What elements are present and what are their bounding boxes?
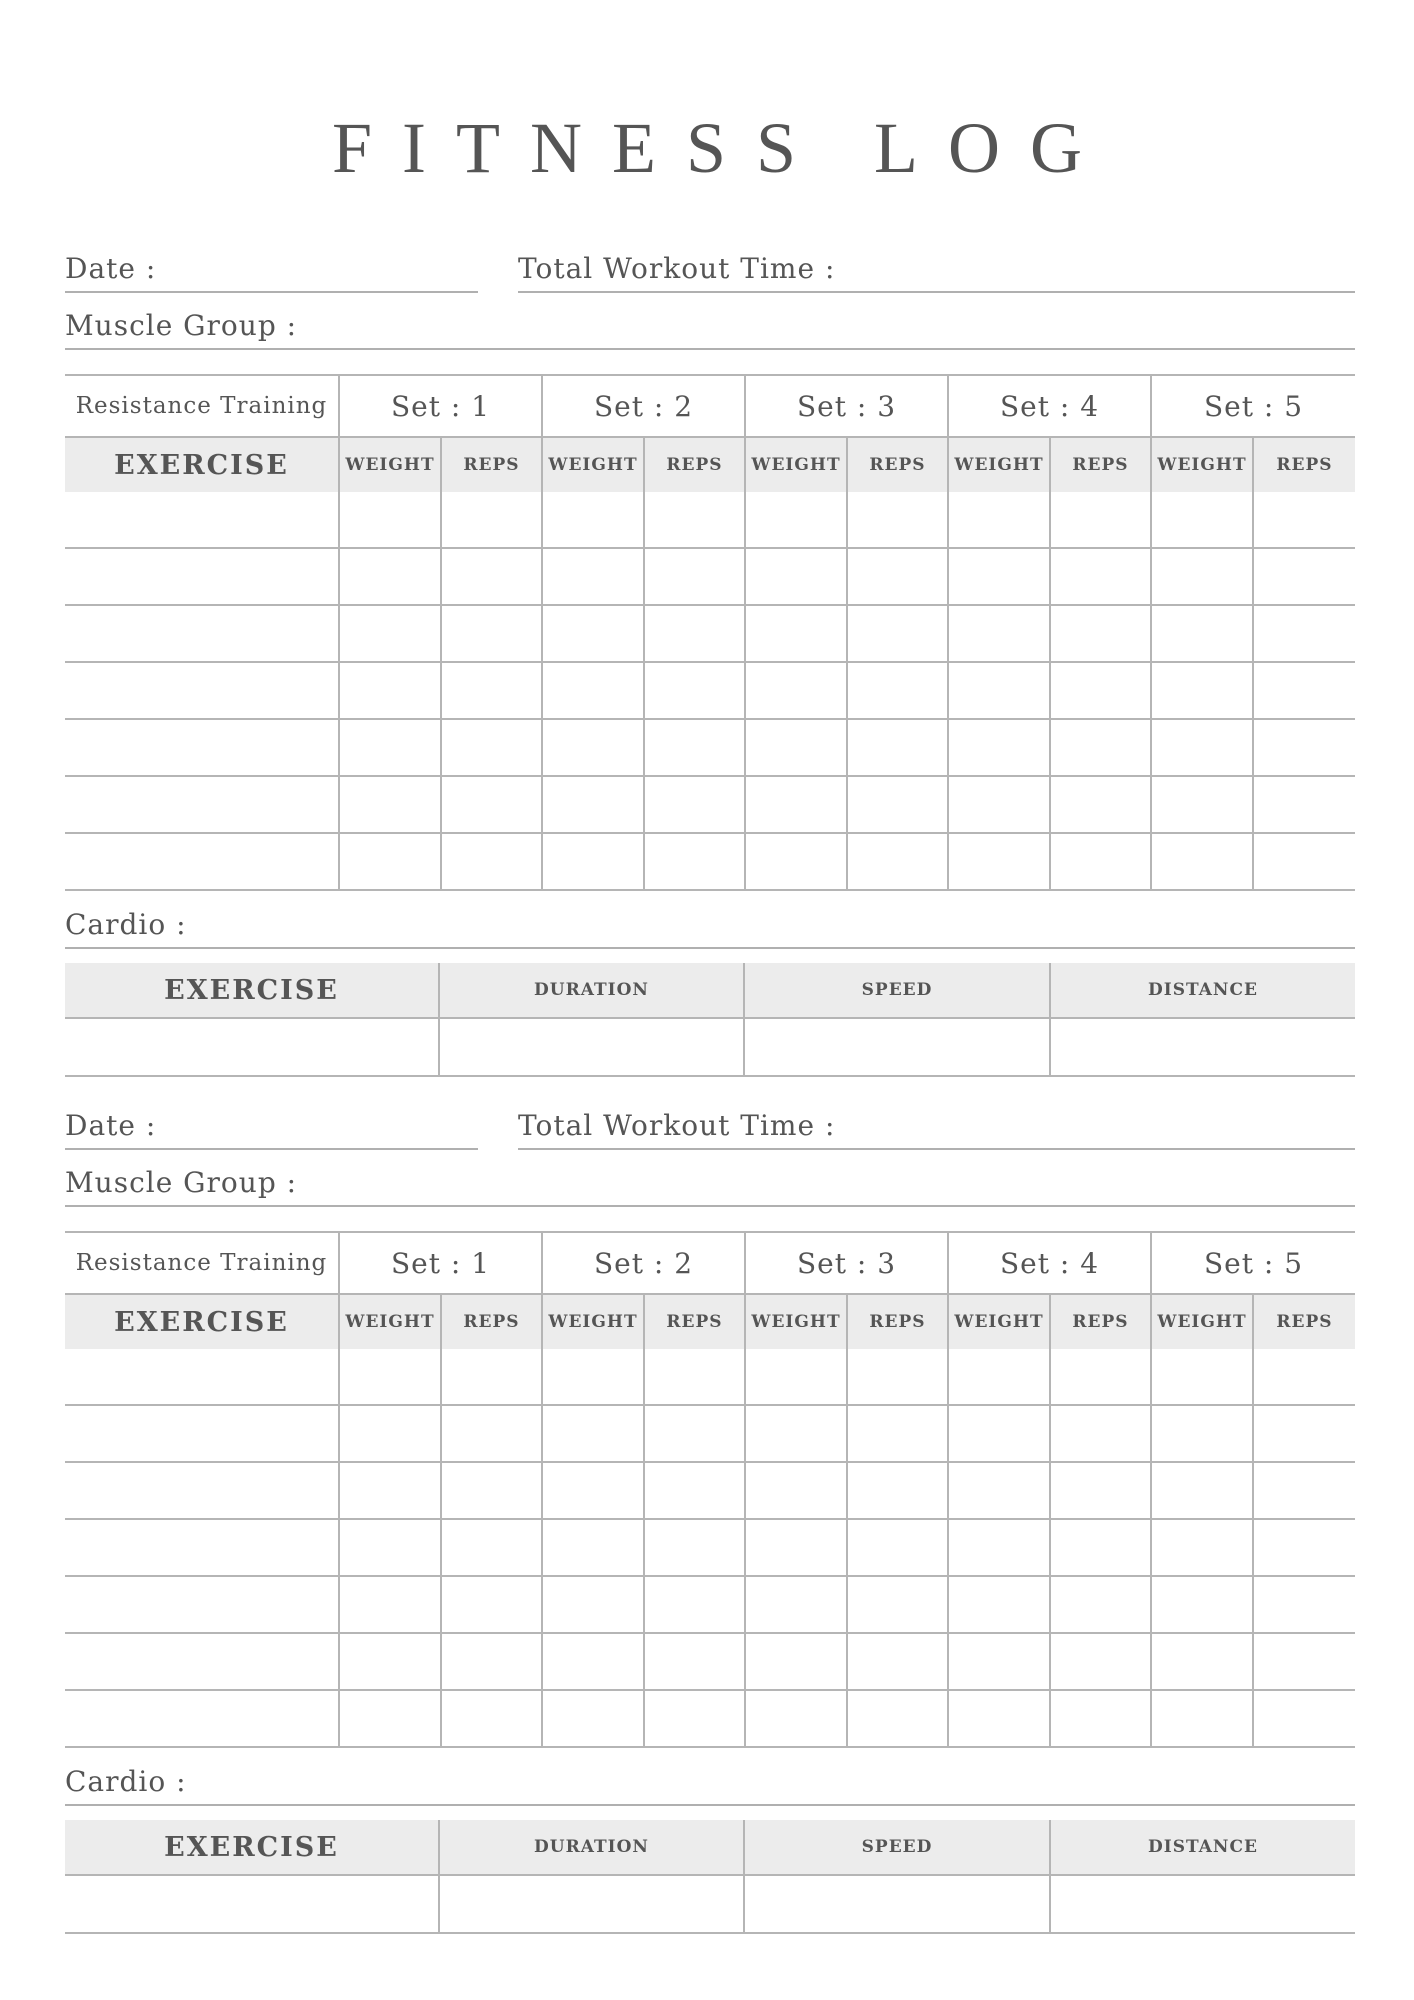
reps-cell[interactable] (441, 662, 542, 719)
reps-cell[interactable] (441, 1349, 542, 1405)
muscle-group-label: Muscle Group : (65, 309, 298, 342)
cardio-field[interactable] (65, 1766, 1355, 1806)
weight-header: WEIGHT (1151, 1294, 1253, 1349)
reps-cell[interactable] (1050, 719, 1151, 776)
weight-header: WEIGHT (948, 437, 1050, 492)
weight-cell[interactable] (339, 1405, 441, 1462)
reps-cell[interactable] (847, 1576, 948, 1633)
reps-cell[interactable] (644, 1633, 745, 1690)
exercise-cell[interactable] (65, 833, 339, 890)
distance-cell[interactable] (1050, 1018, 1355, 1076)
weight-cell[interactable] (948, 1349, 1050, 1405)
exercise-entry-row (65, 1576, 1355, 1633)
speed-header: SPEED (744, 1820, 1050, 1875)
reps-cell[interactable] (441, 1633, 542, 1690)
reps-cell[interactable] (1253, 492, 1355, 548)
weight-header: WEIGHT (1151, 437, 1253, 492)
cardio-field[interactable] (65, 909, 1355, 949)
reps-cell[interactable] (1253, 1462, 1355, 1519)
set-1-header: Set : 1 (339, 1232, 542, 1294)
reps-cell[interactable] (644, 1462, 745, 1519)
reps-cell[interactable] (847, 605, 948, 662)
weight-cell[interactable] (1151, 548, 1253, 605)
reps-cell[interactable] (441, 492, 542, 548)
resistance-training-label: Resistance Training (65, 375, 339, 437)
exercise-entry-row (65, 1519, 1355, 1576)
cardio-header-row (65, 1820, 1355, 1875)
reps-cell[interactable] (1253, 1576, 1355, 1633)
cardio-line (65, 1804, 1355, 1806)
weight-cell[interactable] (1151, 1519, 1253, 1576)
exercise-entry-row (65, 605, 1355, 662)
cardio-exercise-header: EXERCISE (65, 963, 439, 1018)
muscle-group-line (65, 1205, 1355, 1207)
reps-cell[interactable] (847, 1349, 948, 1405)
reps-cell[interactable] (1253, 833, 1355, 890)
reps-cell[interactable] (441, 833, 542, 890)
reps-cell[interactable] (644, 1349, 745, 1405)
exercise-header: EXERCISE (65, 1294, 339, 1349)
weight-cell[interactable] (745, 548, 847, 605)
duration-header: DURATION (439, 963, 744, 1018)
cardio-exercise-cell[interactable] (65, 1018, 439, 1076)
exercise-entry-row (65, 492, 1355, 548)
weight-cell[interactable] (745, 833, 847, 890)
reps-cell[interactable] (1253, 1633, 1355, 1690)
reps-cell[interactable] (847, 776, 948, 833)
date-field[interactable] (65, 1110, 478, 1150)
weight-cell[interactable] (745, 1405, 847, 1462)
weight-cell[interactable] (542, 605, 644, 662)
reps-cell[interactable] (644, 1519, 745, 1576)
weight-cell[interactable] (745, 1462, 847, 1519)
weight-cell[interactable] (542, 548, 644, 605)
reps-cell[interactable] (441, 776, 542, 833)
exercise-entry-row (65, 776, 1355, 833)
date-line (65, 1148, 478, 1150)
reps-cell[interactable] (1253, 1519, 1355, 1576)
weight-cell[interactable] (1151, 776, 1253, 833)
reps-cell[interactable] (1050, 1349, 1151, 1405)
exercise-cell[interactable] (65, 492, 339, 548)
weight-cell[interactable] (339, 719, 441, 776)
weight-cell[interactable] (745, 776, 847, 833)
reps-cell[interactable] (644, 833, 745, 890)
reps-cell[interactable] (1253, 1349, 1355, 1405)
weight-cell[interactable] (1151, 492, 1253, 548)
reps-cell[interactable] (441, 1576, 542, 1633)
reps-cell[interactable] (644, 548, 745, 605)
resistance-training-label: Resistance Training (65, 1232, 339, 1294)
reps-header: REPS (644, 1294, 745, 1349)
weight-cell[interactable] (745, 1349, 847, 1405)
date-line (65, 291, 478, 293)
weight-cell[interactable] (745, 605, 847, 662)
reps-cell[interactable] (1253, 605, 1355, 662)
resistance-training-table (65, 1231, 1355, 1748)
reps-cell[interactable] (847, 1462, 948, 1519)
set-3-header: Set : 3 (745, 1232, 948, 1294)
weight-cell[interactable] (745, 662, 847, 719)
cardio-table (65, 1820, 1355, 1934)
date-label: Date : (65, 1109, 157, 1142)
reps-cell[interactable] (1050, 1690, 1151, 1747)
reps-header: REPS (441, 437, 542, 492)
weight-cell[interactable] (542, 1349, 644, 1405)
reps-cell[interactable] (847, 1633, 948, 1690)
set-header-row (65, 1232, 1355, 1294)
reps-cell[interactable] (644, 1405, 745, 1462)
weight-header: WEIGHT (339, 1294, 441, 1349)
exercise-cell[interactable] (65, 719, 339, 776)
weight-cell[interactable] (542, 1462, 644, 1519)
speed-cell[interactable] (744, 1875, 1050, 1933)
reps-cell[interactable] (644, 605, 745, 662)
weight-cell[interactable] (542, 833, 644, 890)
reps-cell[interactable] (644, 1690, 745, 1747)
reps-header: REPS (1253, 437, 1355, 492)
reps-cell[interactable] (1253, 548, 1355, 605)
reps-header: REPS (1253, 1294, 1355, 1349)
weight-cell[interactable] (948, 548, 1050, 605)
reps-cell[interactable] (847, 833, 948, 890)
exercise-cell[interactable] (65, 1633, 339, 1690)
total-workout-time-label: Total Workout Time : (518, 252, 836, 285)
reps-cell[interactable] (1050, 1519, 1151, 1576)
duration-cell[interactable] (439, 1875, 744, 1933)
column-header-row (65, 437, 1355, 492)
weight-cell[interactable] (948, 1519, 1050, 1576)
reps-cell[interactable] (1050, 1633, 1151, 1690)
cardio-label: Cardio : (65, 908, 187, 941)
weight-cell[interactable] (948, 1633, 1050, 1690)
weight-cell[interactable] (1151, 1462, 1253, 1519)
reps-cell[interactable] (847, 1690, 948, 1747)
weight-cell[interactable] (948, 719, 1050, 776)
weight-cell[interactable] (542, 719, 644, 776)
weight-cell[interactable] (948, 1405, 1050, 1462)
weight-cell[interactable] (948, 776, 1050, 833)
exercise-cell[interactable] (65, 1690, 339, 1747)
weight-cell[interactable] (542, 1633, 644, 1690)
weight-cell[interactable] (948, 662, 1050, 719)
weight-cell[interactable] (339, 1633, 441, 1690)
weight-cell[interactable] (745, 719, 847, 776)
exercise-cell[interactable] (65, 1462, 339, 1519)
reps-cell[interactable] (1253, 1405, 1355, 1462)
date-field[interactable] (65, 253, 478, 293)
reps-cell[interactable] (1050, 833, 1151, 890)
reps-cell[interactable] (1253, 1690, 1355, 1747)
cardio-entry-row (65, 1018, 1355, 1076)
weight-cell[interactable] (948, 1690, 1050, 1747)
reps-cell[interactable] (644, 662, 745, 719)
reps-cell[interactable] (847, 1519, 948, 1576)
weight-cell[interactable] (1151, 662, 1253, 719)
weight-cell[interactable] (542, 1576, 644, 1633)
duration-cell[interactable] (439, 1018, 744, 1076)
exercise-entry-row (65, 719, 1355, 776)
set-2-header: Set : 2 (542, 1232, 745, 1294)
reps-cell[interactable] (1050, 548, 1151, 605)
weight-cell[interactable] (1151, 1405, 1253, 1462)
exercise-entry-row (65, 1462, 1355, 1519)
weight-cell[interactable] (339, 1690, 441, 1747)
reps-cell[interactable] (441, 605, 542, 662)
cardio-header-row (65, 963, 1355, 1018)
weight-cell[interactable] (1151, 1349, 1253, 1405)
reps-header: REPS (1050, 1294, 1151, 1349)
distance-cell[interactable] (1050, 1875, 1355, 1933)
weight-cell[interactable] (339, 1519, 441, 1576)
weight-header: WEIGHT (339, 437, 441, 492)
speed-header: SPEED (744, 963, 1050, 1018)
exercise-cell[interactable] (65, 662, 339, 719)
reps-cell[interactable] (1050, 776, 1151, 833)
weight-cell[interactable] (1151, 1633, 1253, 1690)
weight-cell[interactable] (745, 1576, 847, 1633)
muscle-group-line (65, 348, 1355, 350)
resistance-training-table (65, 374, 1355, 891)
reps-header: REPS (644, 437, 745, 492)
exercise-cell[interactable] (65, 1576, 339, 1633)
reps-cell[interactable] (644, 719, 745, 776)
weight-cell[interactable] (542, 1690, 644, 1747)
weight-cell[interactable] (745, 1519, 847, 1576)
reps-cell[interactable] (847, 492, 948, 548)
set-3-header: Set : 3 (745, 375, 948, 437)
exercise-entry-row (65, 833, 1355, 890)
distance-header: DISTANCE (1050, 963, 1355, 1018)
weight-cell[interactable] (542, 492, 644, 548)
set-4-header: Set : 4 (948, 1232, 1151, 1294)
cardio-exercise-cell[interactable] (65, 1875, 439, 1933)
reps-cell[interactable] (847, 1405, 948, 1462)
reps-cell[interactable] (441, 1519, 542, 1576)
exercise-entry-row (65, 1690, 1355, 1747)
weight-cell[interactable] (948, 1462, 1050, 1519)
reps-header: REPS (1050, 437, 1151, 492)
reps-cell[interactable] (847, 662, 948, 719)
muscle-group-label: Muscle Group : (65, 1166, 298, 1199)
reps-cell[interactable] (441, 1462, 542, 1519)
reps-cell[interactable] (1050, 492, 1151, 548)
weight-cell[interactable] (1151, 719, 1253, 776)
page-title: FITNESS LOG (331, 108, 1113, 188)
weight-header: WEIGHT (948, 1294, 1050, 1349)
exercise-entry-row (65, 548, 1355, 605)
set-4-header: Set : 4 (948, 375, 1151, 437)
weight-cell[interactable] (542, 776, 644, 833)
total-workout-time-line (518, 1148, 1355, 1150)
weight-cell[interactable] (339, 1349, 441, 1405)
set-2-header: Set : 2 (542, 375, 745, 437)
reps-cell[interactable] (847, 548, 948, 605)
duration-header: DURATION (439, 1820, 744, 1875)
weight-cell[interactable] (339, 1576, 441, 1633)
reps-cell[interactable] (1253, 662, 1355, 719)
total-workout-time-line (518, 291, 1355, 293)
reps-cell[interactable] (1253, 776, 1355, 833)
set-header-row (65, 375, 1355, 437)
cardio-label: Cardio : (65, 1765, 187, 1798)
weight-cell[interactable] (339, 548, 441, 605)
cardio-exercise-header: EXERCISE (65, 1820, 439, 1875)
exercise-entry-row (65, 1405, 1355, 1462)
set-1-header: Set : 1 (339, 375, 542, 437)
set-5-header: Set : 5 (1151, 1232, 1355, 1294)
column-header-row (65, 1294, 1355, 1349)
weight-cell[interactable] (339, 776, 441, 833)
reps-cell[interactable] (644, 776, 745, 833)
weight-cell[interactable] (1151, 833, 1253, 890)
set-5-header: Set : 5 (1151, 375, 1355, 437)
muscle-group-field[interactable] (65, 310, 1355, 350)
weight-cell[interactable] (745, 1690, 847, 1747)
reps-cell[interactable] (1050, 1576, 1151, 1633)
weight-header: WEIGHT (542, 1294, 644, 1349)
exercise-entry-row (65, 1633, 1355, 1690)
exercise-cell[interactable] (65, 1349, 339, 1405)
weight-cell[interactable] (948, 605, 1050, 662)
exercise-cell[interactable] (65, 1519, 339, 1576)
reps-cell[interactable] (847, 719, 948, 776)
reps-cell[interactable] (1050, 662, 1151, 719)
exercise-entry-row (65, 662, 1355, 719)
reps-cell[interactable] (441, 1690, 542, 1747)
total-workout-time-label: Total Workout Time : (518, 1109, 836, 1142)
reps-header: REPS (441, 1294, 542, 1349)
reps-header: REPS (847, 437, 948, 492)
weight-cell[interactable] (339, 492, 441, 548)
weight-cell[interactable] (1151, 1576, 1253, 1633)
reps-cell[interactable] (441, 719, 542, 776)
weight-cell[interactable] (339, 662, 441, 719)
reps-cell[interactable] (644, 1576, 745, 1633)
weight-cell[interactable] (339, 1462, 441, 1519)
cardio-line (65, 947, 1355, 949)
exercise-cell[interactable] (65, 1405, 339, 1462)
total-workout-time-field[interactable] (518, 1110, 1355, 1150)
weight-cell[interactable] (339, 833, 441, 890)
weight-cell[interactable] (948, 1576, 1050, 1633)
total-workout-time-field[interactable] (518, 253, 1355, 293)
cardio-table (65, 963, 1355, 1077)
exercise-entry-row (65, 1349, 1355, 1405)
reps-cell[interactable] (1050, 1462, 1151, 1519)
weight-cell[interactable] (1151, 1690, 1253, 1747)
weight-cell[interactable] (542, 1519, 644, 1576)
muscle-group-field[interactable] (65, 1167, 1355, 1207)
speed-cell[interactable] (744, 1018, 1050, 1076)
exercise-header: EXERCISE (65, 437, 339, 492)
reps-cell[interactable] (1050, 605, 1151, 662)
weight-header: WEIGHT (745, 437, 847, 492)
weight-cell[interactable] (542, 662, 644, 719)
reps-cell[interactable] (1253, 719, 1355, 776)
weight-cell[interactable] (948, 833, 1050, 890)
cardio-entry-row (65, 1875, 1355, 1933)
weight-cell[interactable] (948, 492, 1050, 548)
weight-header: WEIGHT (745, 1294, 847, 1349)
weight-cell[interactable] (339, 605, 441, 662)
reps-header: REPS (847, 1294, 948, 1349)
distance-header: DISTANCE (1050, 1820, 1355, 1875)
reps-cell[interactable] (441, 1405, 542, 1462)
weight-header: WEIGHT (542, 437, 644, 492)
date-label: Date : (65, 252, 157, 285)
weight-cell[interactable] (542, 1405, 644, 1462)
exercise-cell[interactable] (65, 605, 339, 662)
reps-cell[interactable] (644, 492, 745, 548)
reps-cell[interactable] (1050, 1405, 1151, 1462)
weight-cell[interactable] (745, 492, 847, 548)
exercise-cell[interactable] (65, 776, 339, 833)
exercise-cell[interactable] (65, 548, 339, 605)
reps-cell[interactable] (441, 548, 542, 605)
weight-cell[interactable] (1151, 605, 1253, 662)
weight-cell[interactable] (745, 1633, 847, 1690)
